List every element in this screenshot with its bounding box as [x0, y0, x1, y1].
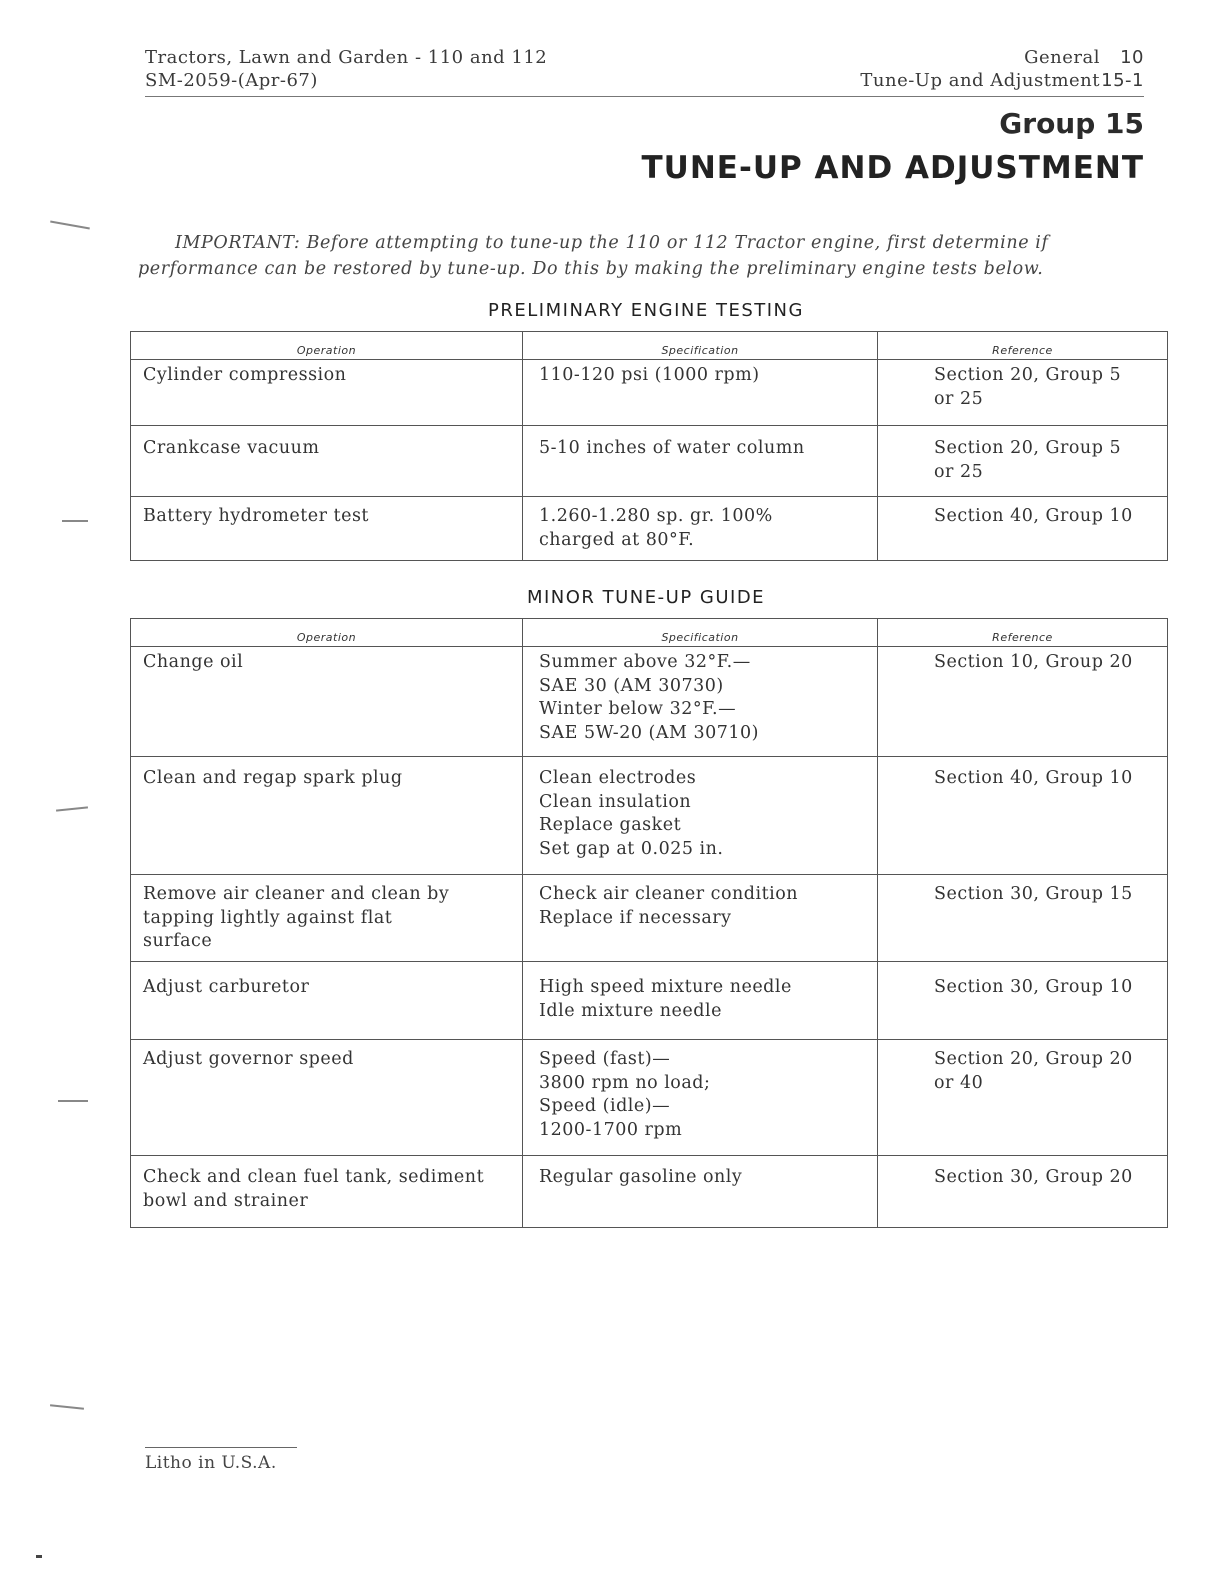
cell-specification: Speed (fast)— 3800 rpm no load; Speed (idle)— 1200-1700 rpm	[523, 1040, 878, 1156]
binder-mark	[58, 1100, 88, 1102]
cell-operation: Change oil	[131, 647, 523, 757]
page-title: TUNE-UP AND ADJUSTMENT	[641, 150, 1144, 186]
table-row	[131, 360, 1168, 426]
binder-mark	[50, 1404, 84, 1410]
cell-operation: Clean and regap spark plug	[131, 757, 523, 875]
cell-reference: Section 10, Group 20	[878, 647, 1168, 757]
cell-operation: Crankcase vacuum	[131, 426, 523, 497]
important-note: IMPORTANT: Before attempting to tune-up the 110 or 112 Tractor engine, first determine if performance can be restored by tune-up. Do this by making the preliminary engine tests below.	[138, 233, 1049, 279]
table-row	[131, 962, 1168, 1040]
cell-operation: Battery hydrometer test	[131, 497, 523, 561]
column-header-reference: Reference	[878, 619, 1168, 647]
cell-reference: Section 20, Group 5 or 25	[878, 426, 1168, 497]
cell-operation: Remove air cleaner and clean by tapping lightly against flat surface	[131, 875, 523, 962]
minor-table-title: MINOR TUNE-UP GUIDE	[526, 587, 766, 608]
header-manual-number: SM-2059-(Apr-67)	[145, 70, 318, 91]
header-right	[860, 46, 1144, 92]
table-row	[131, 757, 1168, 875]
header-divider	[145, 96, 1144, 97]
header-section-line	[860, 46, 1144, 69]
preliminary-table-title: PRELIMINARY ENGINE TESTING	[488, 300, 804, 321]
minor-tuneup-table	[130, 618, 1168, 1228]
cell-reference: Section 40, Group 10	[878, 497, 1168, 561]
column-header-reference: Reference	[878, 332, 1168, 360]
header-left	[145, 46, 547, 92]
binder-mark	[62, 520, 88, 522]
cell-reference: Section 30, Group 20	[878, 1156, 1168, 1228]
table-row	[131, 1040, 1168, 1156]
header-page-number: 15-1	[1101, 70, 1144, 91]
footer-litho: Litho in U.S.A.	[145, 1453, 277, 1473]
column-header-specification: Specification	[523, 332, 878, 360]
cell-specification: Summer above 32°F.— SAE 30 (AM 30730) Winter below 32°F.— SAE 5W-20 (AM 30710)	[523, 647, 878, 757]
table-header-row	[131, 619, 1168, 647]
cell-operation: Cylinder compression	[131, 360, 523, 426]
cell-specification: Regular gasoline only	[523, 1156, 878, 1228]
header-section-name: General	[1024, 47, 1100, 68]
table-row	[131, 426, 1168, 497]
table-row	[131, 497, 1168, 561]
table-header-row	[131, 332, 1168, 360]
cell-specification: 5-10 inches of water column	[523, 426, 878, 497]
cell-specification: 110-120 psi (1000 rpm)	[523, 360, 878, 426]
header-manual-title: Tractors, Lawn and Garden - 110 and 112	[145, 47, 548, 68]
cell-specification: Check air cleaner condition Replace if necessary	[523, 875, 878, 962]
cell-operation: Adjust governor speed	[131, 1040, 523, 1156]
cell-reference: Section 30, Group 15	[878, 875, 1168, 962]
table-row	[131, 875, 1168, 962]
column-header-operation: Operation	[131, 332, 523, 360]
cell-operation: Check and clean fuel tank, sediment bowl and strainer	[131, 1156, 523, 1228]
preliminary-table	[130, 331, 1168, 561]
column-header-operation: Operation	[131, 619, 523, 647]
cell-specification: High speed mixture needle Idle mixture needle	[523, 962, 878, 1040]
cell-specification: 1.260-1.280 sp. gr. 100% charged at 80°F.	[523, 497, 878, 561]
cell-specification: Clean electrodes Clean insulation Replace gasket Set gap at 0.025 in.	[523, 757, 878, 875]
cell-reference: Section 20, Group 20 or 40	[878, 1040, 1168, 1156]
header-group-name: Tune-Up and Adjustment	[860, 70, 1100, 91]
scan-speck	[36, 1555, 42, 1558]
cell-reference: Section 30, Group 10	[878, 962, 1168, 1040]
header-group-line	[860, 69, 1144, 92]
table-row	[131, 647, 1168, 757]
column-header-specification: Specification	[523, 619, 878, 647]
cell-operation: Adjust carburetor	[131, 962, 523, 1040]
cell-reference: Section 40, Group 10	[878, 757, 1168, 875]
footer-divider	[145, 1447, 297, 1448]
binder-mark	[56, 806, 88, 811]
binder-mark	[50, 221, 90, 230]
table-row	[131, 1156, 1168, 1228]
cell-reference: Section 20, Group 5 or 25	[878, 360, 1168, 426]
group-number: Group 15	[999, 107, 1144, 140]
header-section-number: 10	[1120, 47, 1144, 68]
